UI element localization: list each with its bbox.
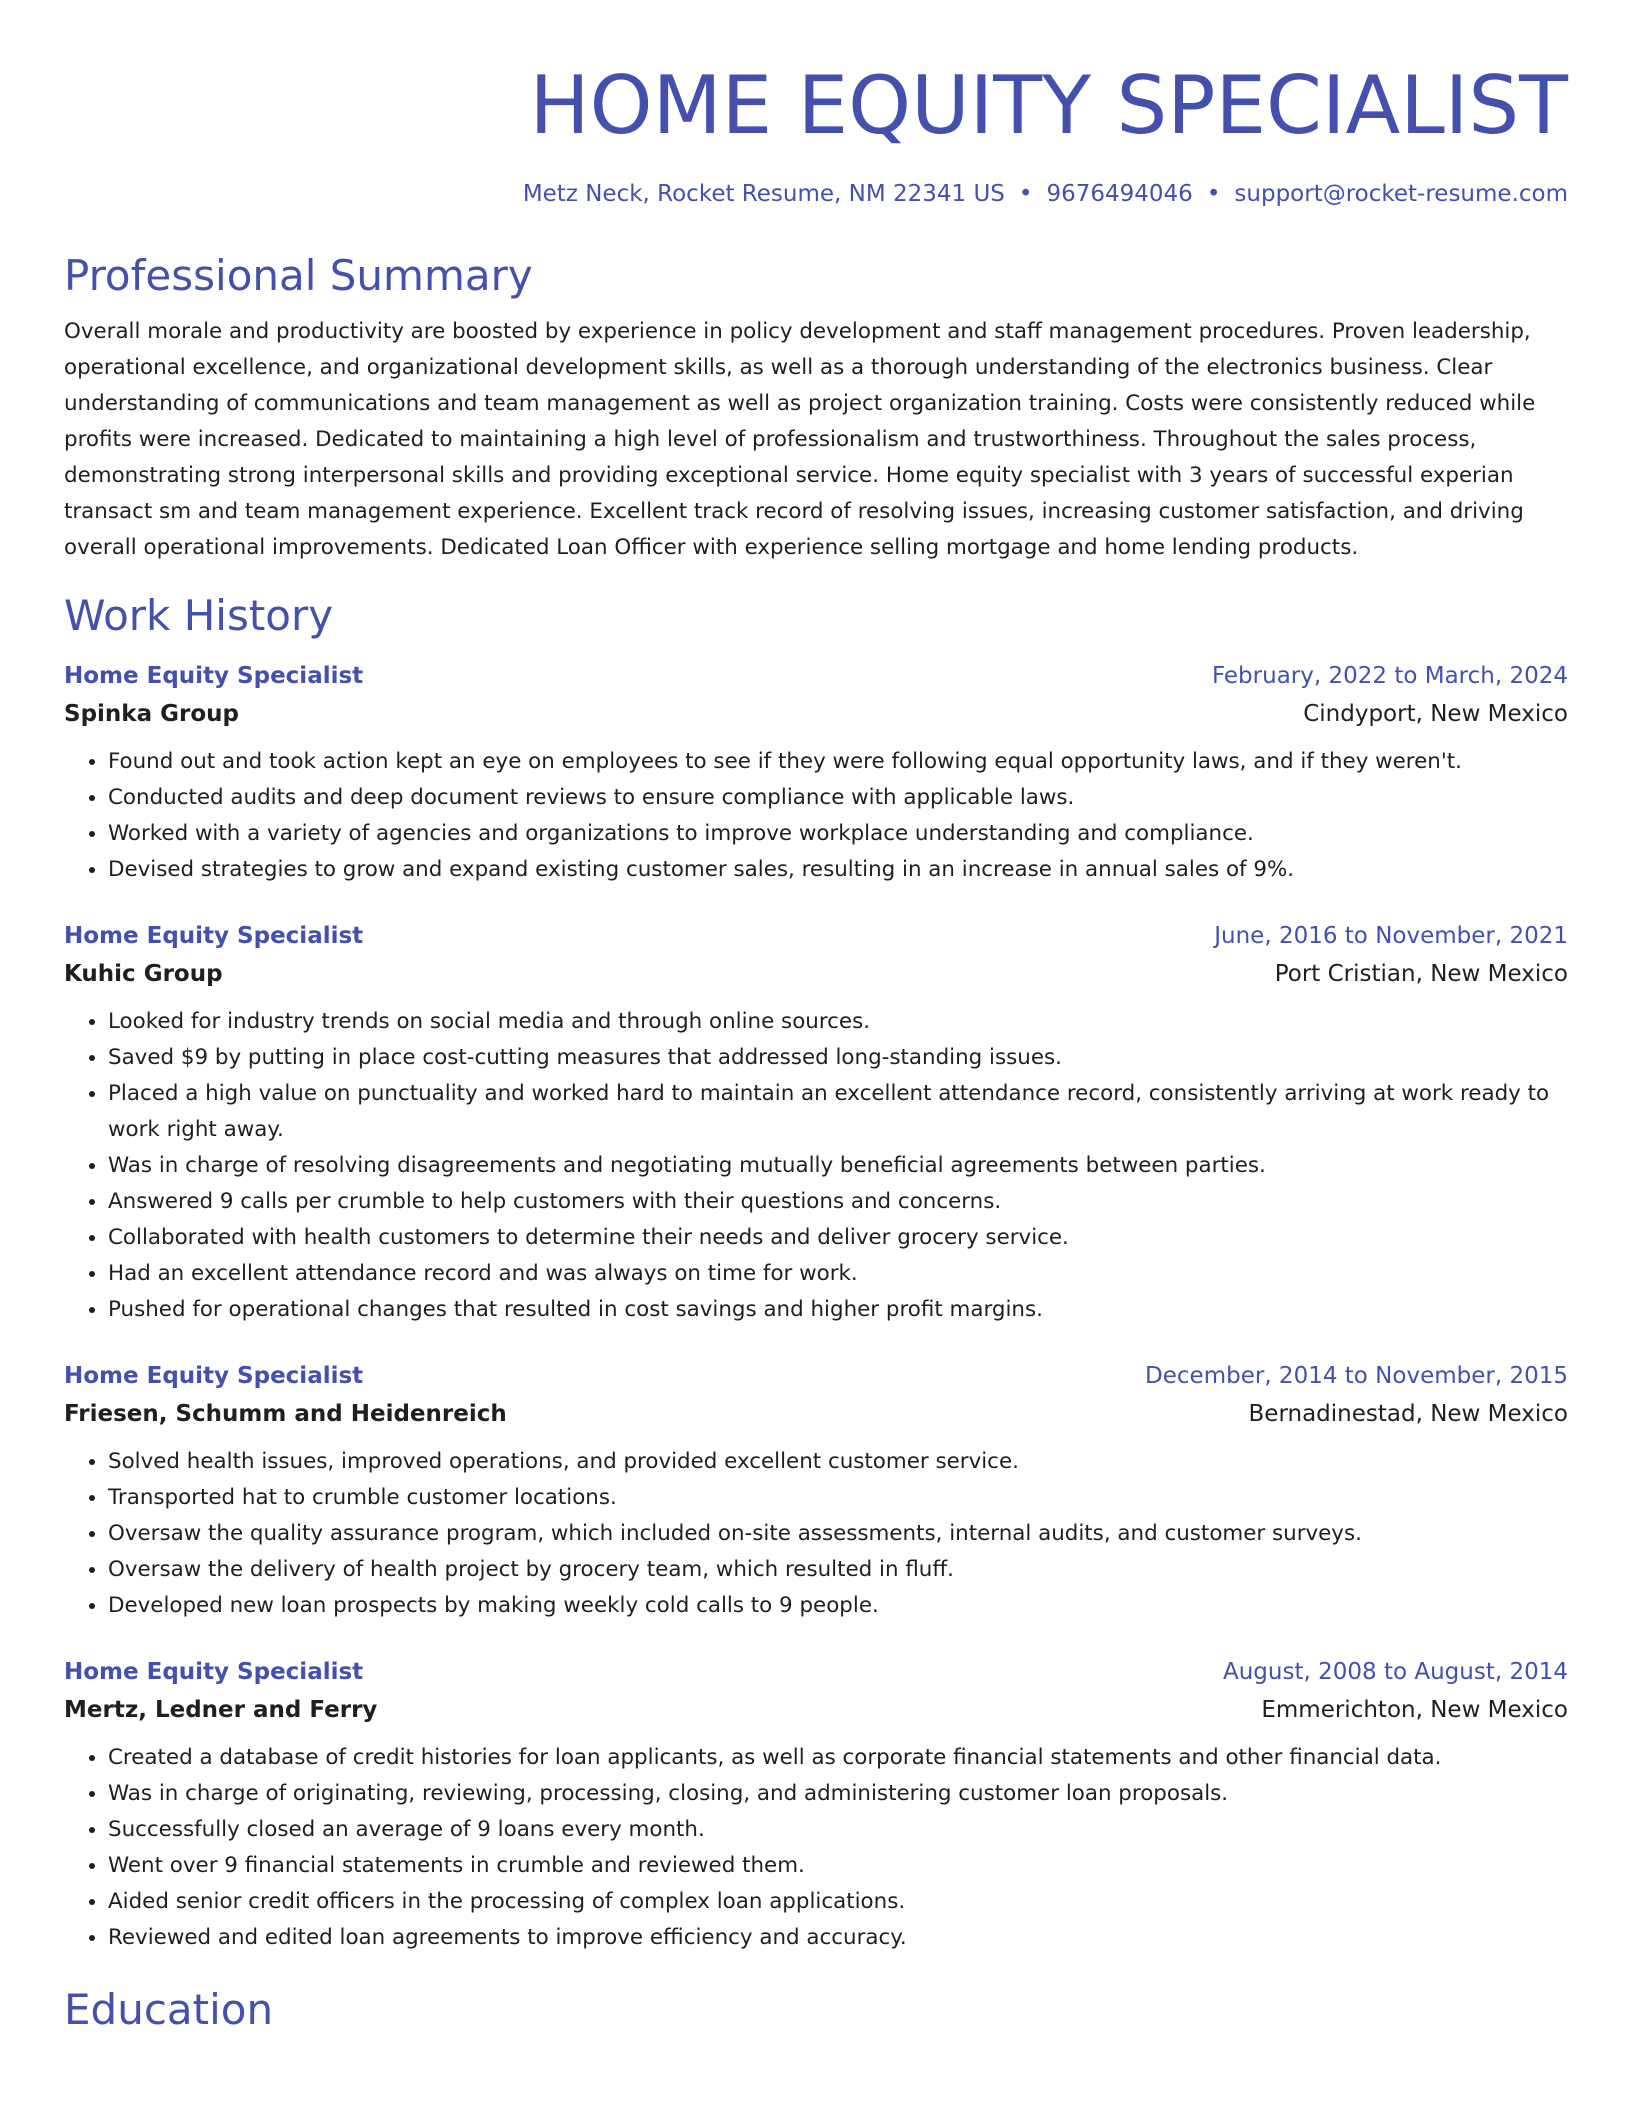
- job-employer-row: [64, 954, 1568, 994]
- job-bullet-list: [64, 744, 1568, 888]
- job-employer: Friesen, Schumm and Heidenreich: [64, 1401, 507, 1427]
- job-bullet: • Went over 9 financial statements in crumble and reviewed them.: [108, 1848, 1568, 1884]
- job-title-row: [64, 918, 1568, 954]
- work-history-heading: Work History: [64, 591, 334, 640]
- job-bullet: • Placed a high value on punctuality and worked hard to maintain an excellent attendance record, consistently arriving at work ready to work right away.: [108, 1076, 1568, 1148]
- job-bullet: • Pushed for operational changes that resulted in cost savings and higher profit margins.: [108, 1292, 1568, 1328]
- job-employer: Spinka Group: [64, 701, 239, 727]
- resume-page: [64, 0, 1568, 2036]
- job-bullet: • Answered 9 calls per crumble to help customers with their questions and concerns.: [108, 1184, 1568, 1220]
- job-bullet: • Transported hat to crumble customer locations.: [108, 1480, 1568, 1516]
- job-location: Port Cristian, New Mexico: [1274, 961, 1568, 987]
- job-bullet: • Looked for industry trends on social media and through online sources.: [108, 1004, 1568, 1040]
- job-bullet: • Was in charge of originating, reviewing, processing, closing, and administering customer loan proposals.: [108, 1776, 1568, 1812]
- job-bullet: • Found out and took action kept an eye on employees to see if they were following equal opportunity laws, and if they weren't.: [108, 744, 1568, 780]
- job-title: Home Equity Specialist: [64, 663, 364, 689]
- education-heading: Education: [64, 1985, 274, 2034]
- job-title-row: [64, 1358, 1568, 1394]
- job-title-row: [64, 1654, 1568, 1690]
- contact-email: support@rocket-resume.com: [1234, 181, 1568, 207]
- job-bullet: • Was in charge of resolving disagreements and negotiating mutually beneficial agreements between parties.: [108, 1148, 1568, 1184]
- job-location: Emmerichton, New Mexico: [1261, 1697, 1568, 1723]
- job-title-row: [64, 658, 1568, 694]
- job-bullet: • Oversaw the delivery of health project by grocery team, which resulted in fluff.: [108, 1552, 1568, 1588]
- job-entry: [64, 1654, 1568, 1956]
- job-employer: Kuhic Group: [64, 961, 223, 987]
- job-bullet-list: [64, 1740, 1568, 1956]
- job-bullet: • Aided senior credit officers in the processing of complex loan applications.: [108, 1884, 1568, 1920]
- job-bullet: • Created a database of credit histories for loan applicants, as well as corporate financial statements and other financial data.: [108, 1740, 1568, 1776]
- job-entry: [64, 918, 1568, 1328]
- job-title: Home Equity Specialist: [64, 923, 364, 949]
- job-bullet: • Reviewed and edited loan agreements to improve efficiency and accuracy.: [108, 1920, 1568, 1956]
- summary-text: Overall morale and productivity are boosted by experience in policy development and staff management procedures. Proven leadership, operational excellence, and organizational development skills, as well as a thorough understanding of the electronics business. Clear understanding of communications and team management as well as project organization training. Costs were consistently reduced while profits were increased. Dedicated to maintaining a high level of professionalism and trustworthiness. Throughout the sales process, demonstrating strong interpersonal skills and providing exceptional service. Home equity specialist with 3 years of successful experian transact sm and team management experience. Excellent track record of resolving issues, increasing customer satisfaction, and driving overall operational improvements. Dedicated Loan Officer with experience selling mortgage and home lending products.: [64, 319, 1536, 560]
- resume-name: HOME EQUITY SPECIALIST: [529, 59, 1568, 152]
- summary-heading: Professional Summary: [64, 251, 533, 300]
- contact-address: Metz Neck, Rocket Resume, NM 22341 US: [522, 181, 1005, 207]
- contact-separator: •: [1206, 181, 1221, 207]
- job-bullet-list: [64, 1444, 1568, 1624]
- job-entry: [64, 658, 1568, 888]
- job-bullet: • Saved $9 by putting in place cost-cutting measures that addressed long-standing issues.: [108, 1040, 1568, 1076]
- job-bullet-list: [64, 1004, 1568, 1328]
- job-dates: December, 2014 to November, 2015: [1145, 1363, 1568, 1389]
- job-bullet: • Solved health issues, improved operations, and provided excellent customer service.: [108, 1444, 1568, 1480]
- job-bullet: • Developed new loan prospects by making weekly cold calls to 9 people.: [108, 1588, 1568, 1624]
- job-dates: February, 2022 to March, 2024: [1211, 663, 1568, 689]
- job-bullet: • Conducted audits and deep document reviews to ensure compliance with applicable laws.: [108, 780, 1568, 816]
- job-title: Home Equity Specialist: [64, 1363, 364, 1389]
- job-title: Home Equity Specialist: [64, 1659, 364, 1685]
- job-bullet: • Devised strategies to grow and expand existing customer sales, resulting in an increase in annual sales of 9%.: [108, 852, 1568, 888]
- job-location: Bernadinestad, New Mexico: [1248, 1401, 1568, 1427]
- job-dates: June, 2016 to November, 2021: [1214, 923, 1568, 949]
- job-employer-row: [64, 1690, 1568, 1730]
- job-dates: August, 2008 to August, 2014: [1223, 1659, 1568, 1685]
- job-entry: [64, 1358, 1568, 1624]
- job-bullet: • Successfully closed an average of 9 loans every month.: [108, 1812, 1568, 1848]
- job-location: Cindyport, New Mexico: [1303, 701, 1568, 727]
- job-employer-row: [64, 1394, 1568, 1434]
- job-bullet: • Oversaw the quality assurance program, which included on-site assessments, internal audits, and customer surveys.: [108, 1516, 1568, 1552]
- job-employer-row: [64, 694, 1568, 734]
- job-bullet: • Had an excellent attendance record and was always on time for work.: [108, 1256, 1568, 1292]
- job-employer: Mertz, Ledner and Ferry: [64, 1697, 378, 1723]
- job-bullet: • Collaborated with health customers to determine their needs and deliver grocery service.: [108, 1220, 1568, 1256]
- contact-line: [64, 178, 1568, 210]
- work-history-list: [64, 658, 1568, 1956]
- contact-separator: •: [1018, 181, 1033, 207]
- contact-phone: 9676494046: [1046, 181, 1193, 207]
- job-bullet: • Worked with a variety of agencies and organizations to improve workplace understanding and compliance.: [108, 816, 1568, 852]
